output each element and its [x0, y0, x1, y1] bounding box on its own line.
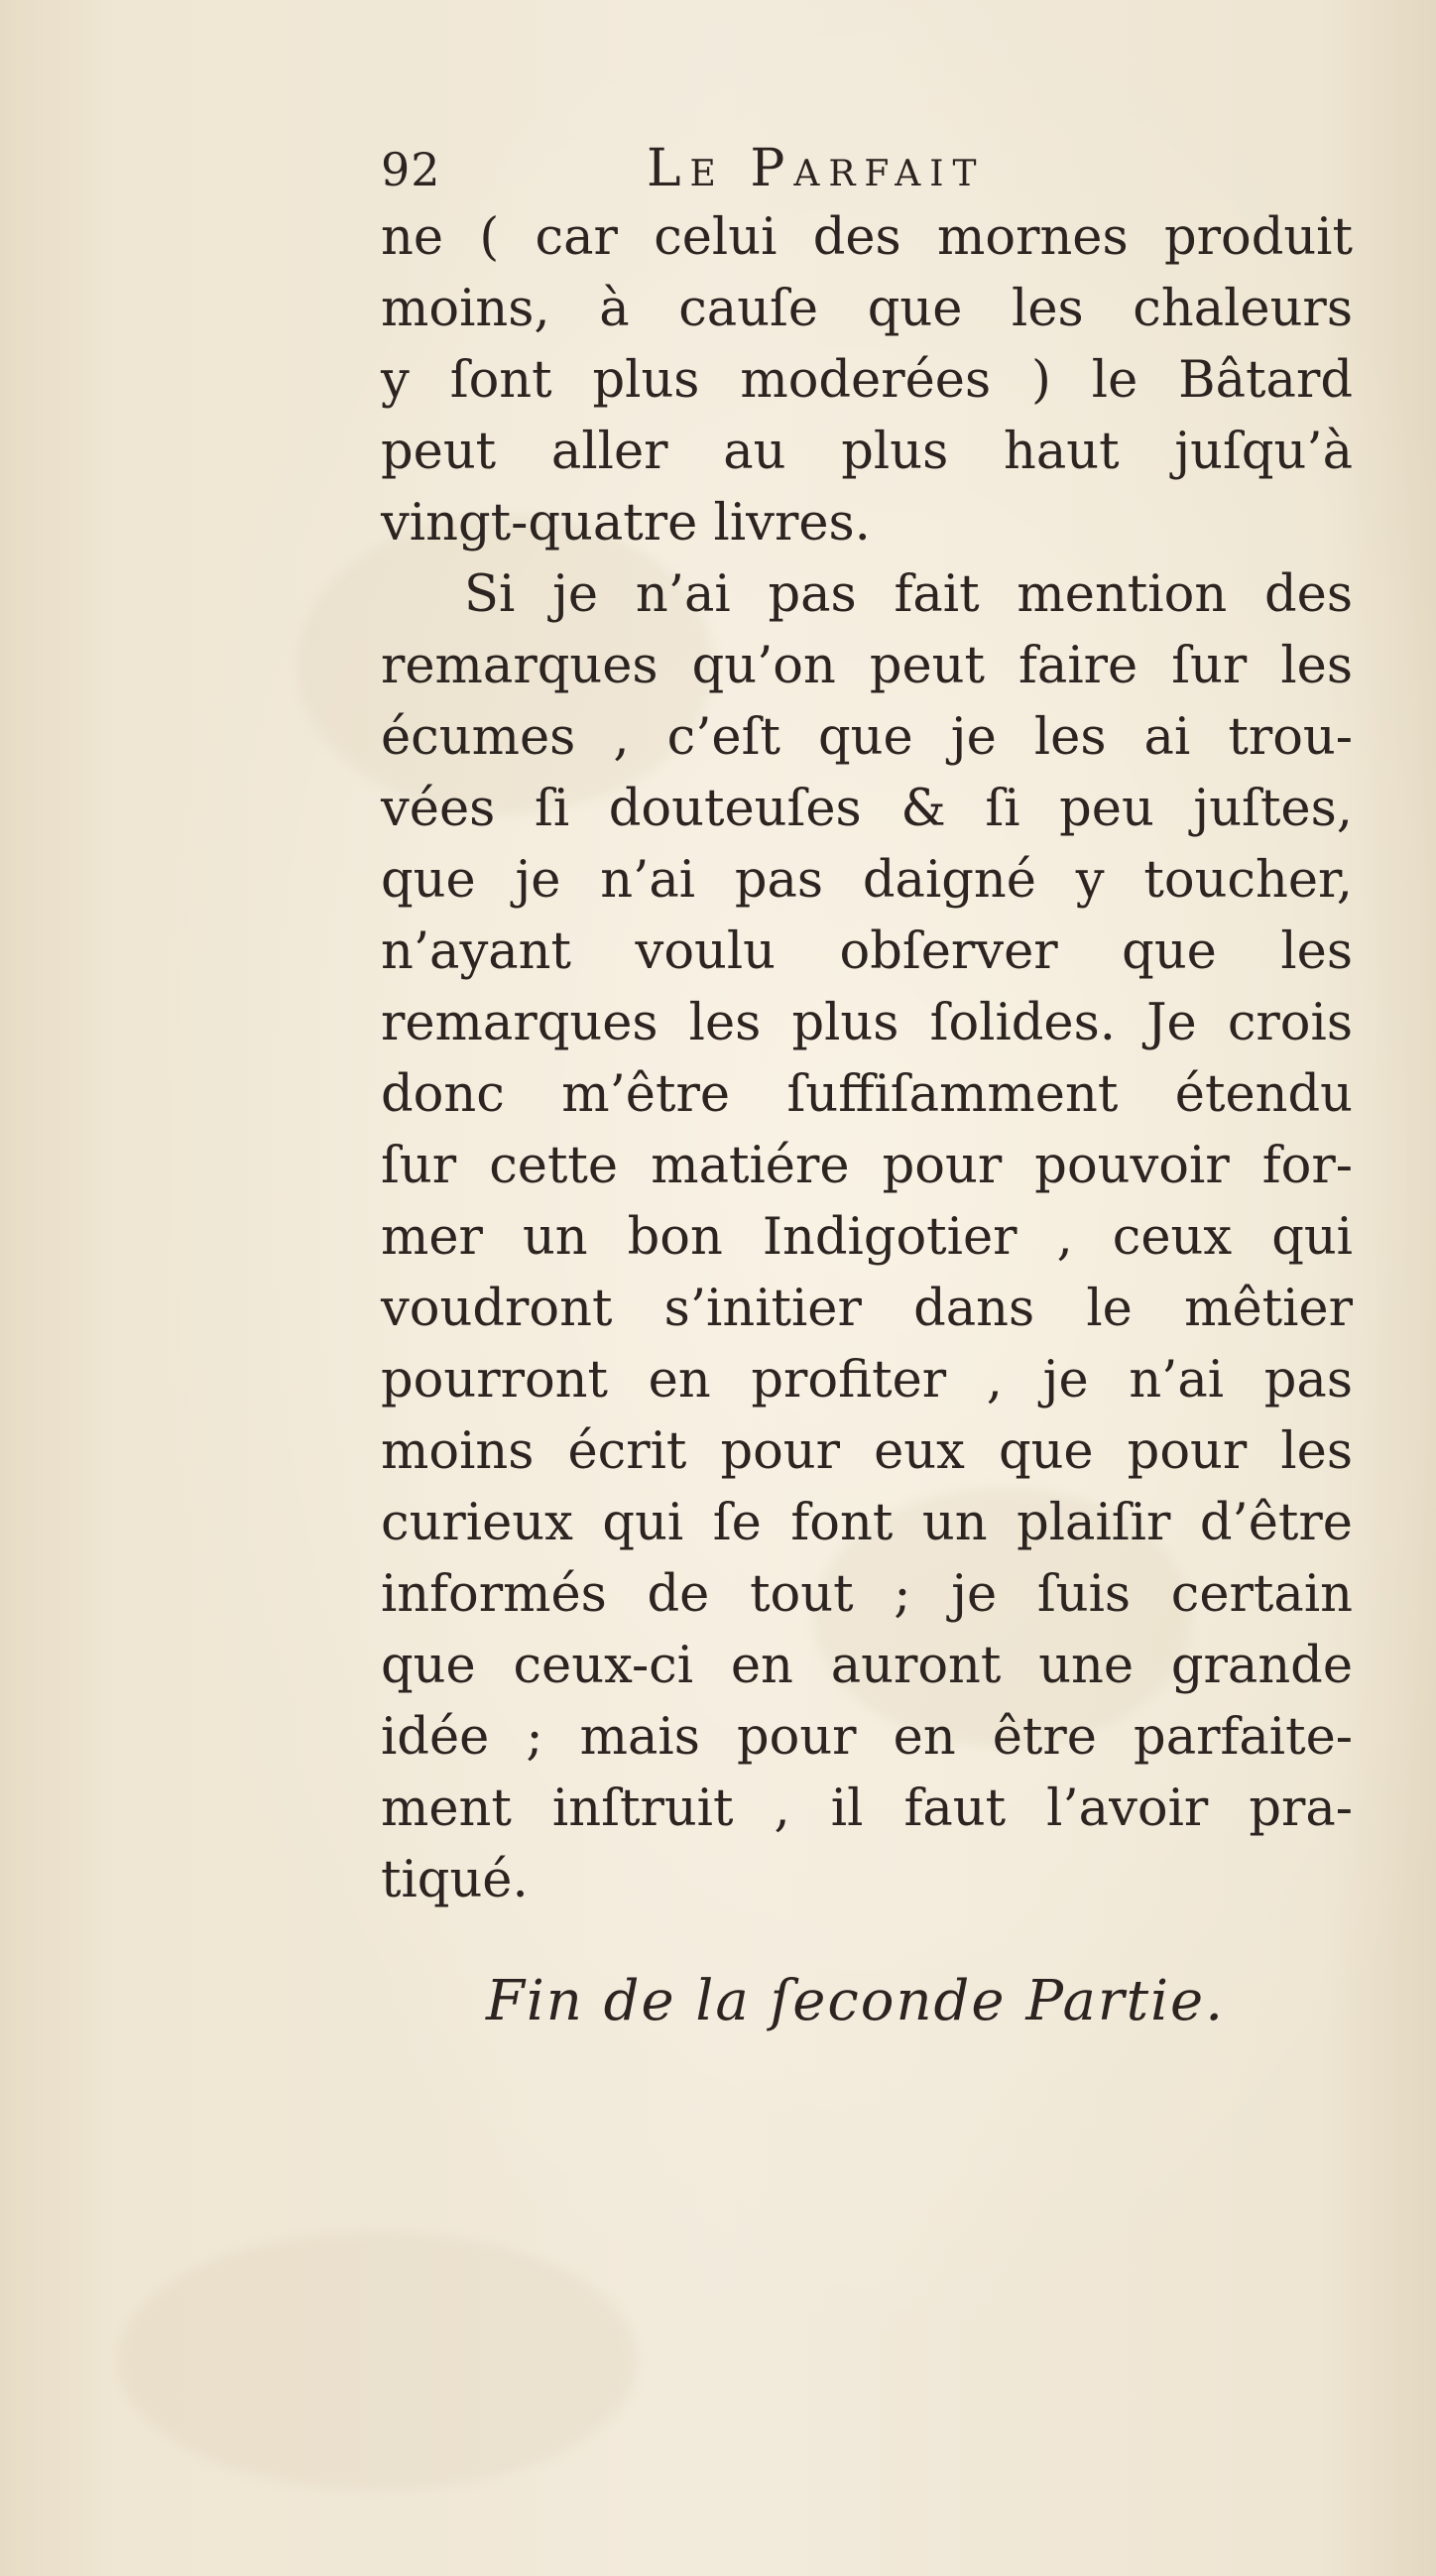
text-line: y ſont plus moderées ) le Bâtard	[381, 351, 1353, 410]
text-line: moins, à cauſe que les chaleurs	[381, 280, 1353, 338]
text-line: ſur cette matiére pour pouvoir for-	[381, 1137, 1353, 1195]
text-line: remarques les plus ſolides. Je crois	[381, 994, 1353, 1052]
text-line: Si je n’ai pas fait mention des	[464, 565, 1353, 624]
running-head: Le Parfait	[647, 139, 986, 198]
text-line: pourront en profiter , je n’ai pas	[381, 1351, 1353, 1410]
text-line: remarques qu’on peut faire ſur les	[381, 637, 1353, 695]
colophon: Fin de la ſeconde Partie.	[486, 1969, 1225, 2033]
text-line: n’ayant voulu obſerver que les	[381, 922, 1353, 981]
text-line: donc m’être ſuffiſamment étendu	[381, 1065, 1353, 1124]
text-line: moins écrit pour eux que pour les	[381, 1422, 1353, 1481]
text-line: peut aller au plus haut juſqu’à	[381, 423, 1353, 481]
text-line: ne ( car celui des mornes produit	[381, 208, 1353, 267]
page-number: 92	[381, 143, 441, 196]
text-line: mer un bon Indigotier , ceux qui	[381, 1208, 1353, 1267]
page-header	[381, 127, 1353, 206]
text-line: idée ; mais pour en être parfaite-	[381, 1708, 1353, 1767]
text-line: tiqué.	[381, 1851, 529, 1909]
text-line: vingt-quatre livres.	[381, 494, 871, 552]
body-text	[381, 202, 1353, 1928]
text-line: écumes , c’eſt que je les ai trou-	[381, 708, 1353, 767]
text-line: curieux qui ſe font un plaiſir d’être	[381, 1494, 1353, 1552]
text-line: ment inſtruit , il faut l’avoir pra-	[381, 1779, 1353, 1838]
text-line: que ceux-ci en auront une grande	[381, 1637, 1353, 1695]
text-line: voudront s’initier dans le mêtier	[381, 1280, 1353, 1338]
text-line: vées ſi douteuſes & ſi peu juſtes,	[381, 780, 1353, 838]
text-line: informés de tout ; je ſuis certain	[381, 1565, 1353, 1624]
paper-stain	[119, 2232, 635, 2490]
text-line: que je n’ai pas daigné y toucher,	[381, 851, 1353, 910]
